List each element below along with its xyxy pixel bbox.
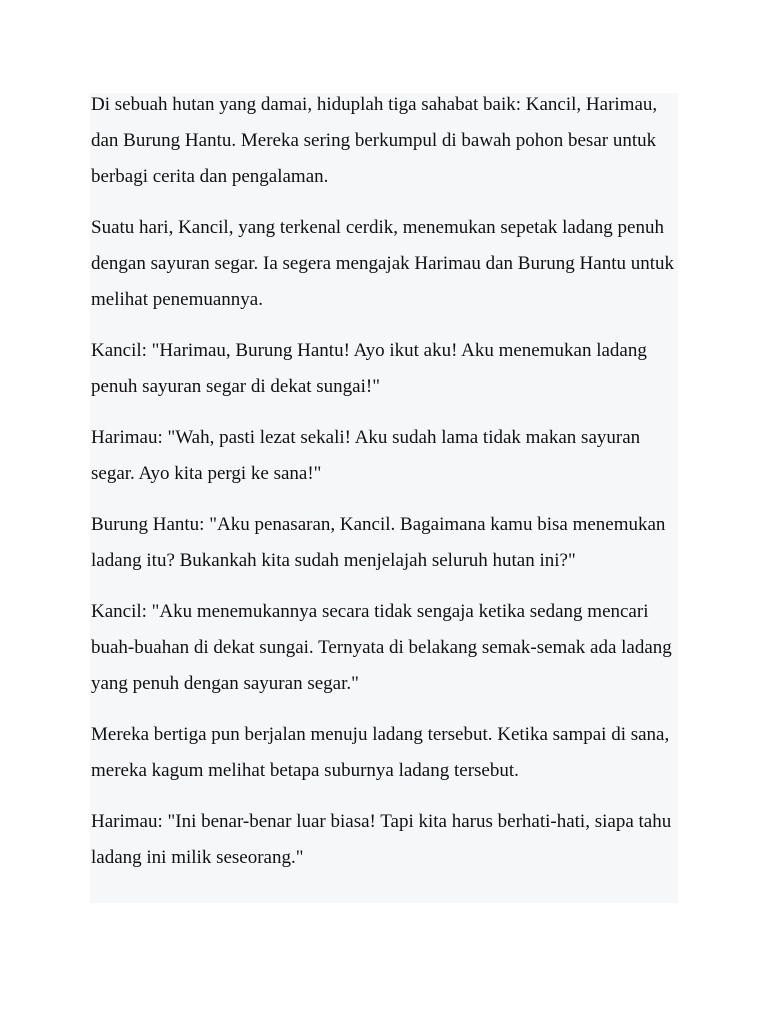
paragraph-kancil-dialogue-2: Kancil: "Aku menemukannya secara tidak sengaja ketika sedang mencari buah-buahan di dekat sungai. Ternyata di belakang semak-semak ada ladang yang penuh dengan sayuran segar." (91, 601, 672, 694)
paragraph-burung-hantu-dialogue: Burung Hantu: "Aku penasaran, Kancil. Bagaimana kamu bisa menemukan ladang itu? Bukankah kita sudah menjelajah seluruh hutan ini?" (91, 514, 666, 571)
paragraph-narration-arrival: Mereka bertiga pun berjalan menuju ladang tersebut. Ketika sampai di sana, mereka kagum melihat betapa suburnya ladang tersebut. (91, 724, 670, 781)
paragraph-kancil-finds-field: Suatu hari, Kancil, yang terkenal cerdik, menemukan sepetak ladang penuh dengan sayuran segar. Ia segera mengajak Harimau dan Burung Hantu untuk melihat penemuannya. (91, 217, 674, 310)
paragraph-harimau-dialogue-2: Harimau: "Ini benar-benar luar biasa! Tapi kita harus berhati-hati, siapa tahu ladang ini milik seseorang." (91, 811, 672, 868)
paragraph-harimau-dialogue-1: Harimau: "Wah, pasti lezat sekali! Aku sudah lama tidak makan sayuran segar. Ayo kita pergi ke sana!" (91, 427, 641, 484)
paragraph-intro: Di sebuah hutan yang damai, hiduplah tiga sahabat baik: Kancil, Harimau, dan Burung Hantu. Mereka sering berkumpul di bawah pohon besar untuk berbagi cerita dan pengalaman. (91, 94, 658, 187)
story-text-block (90, 93, 678, 903)
paragraph-kancil-dialogue-1: Kancil: "Harimau, Burung Hantu! Ayo ikut aku! Aku menemukan ladang penuh sayuran segar di dekat sungai!" (91, 340, 647, 397)
